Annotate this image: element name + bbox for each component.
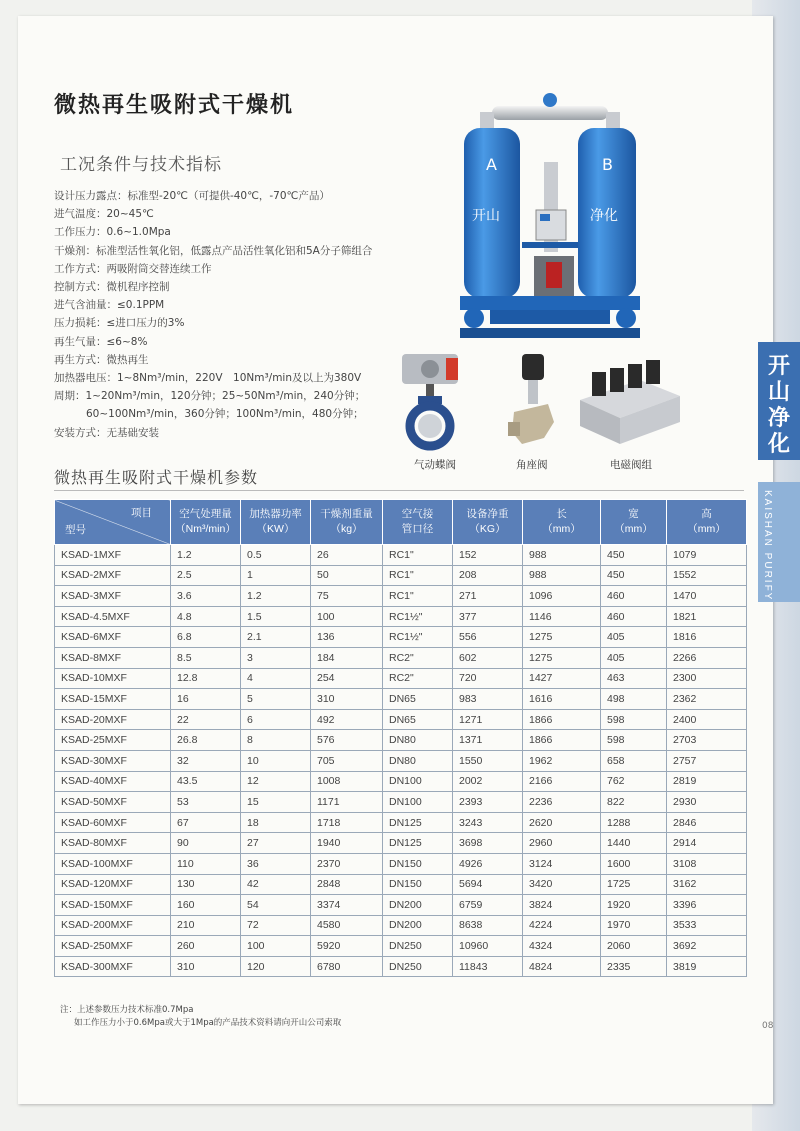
table-cell: 1550: [453, 750, 523, 771]
header-corner: [55, 500, 171, 545]
table-cell: 2848: [311, 874, 383, 895]
table-cell: 4.8: [171, 606, 241, 627]
table-cell: 15: [241, 792, 311, 813]
table-cell: 2400: [667, 709, 747, 730]
header-corner-top: 项目: [131, 507, 152, 519]
table-cell: 22: [171, 709, 241, 730]
table-cell: 658: [601, 750, 667, 771]
table-cell: 4580: [311, 915, 383, 936]
table-cell: 3420: [523, 874, 601, 895]
table-cell: DN80: [383, 730, 453, 751]
table-cell: 210: [171, 915, 241, 936]
table-row: [55, 833, 747, 854]
table-cell: 136: [311, 627, 383, 648]
table-header-row: [55, 500, 747, 545]
spec-item: 进气含油量：≤0.1PPM: [54, 299, 165, 312]
table-notes: [60, 1004, 341, 1030]
table-cell: 498: [601, 689, 667, 710]
table-cell: 598: [601, 709, 667, 730]
table-cell: 100: [241, 936, 311, 957]
table-cell: 2.5: [171, 565, 241, 586]
table-cell: 4: [241, 668, 311, 689]
table-cell: 1866: [523, 709, 601, 730]
parameter-table: [54, 499, 747, 977]
table-cell: 2620: [523, 812, 601, 833]
model-cell: KSAD-100MXF: [55, 853, 171, 874]
model-cell: KSAD-30MXF: [55, 750, 171, 771]
table-cell: 1008: [311, 771, 383, 792]
table-cell: 1171: [311, 792, 383, 813]
table-cell: 36: [241, 853, 311, 874]
header-corner-bottom: 型号: [65, 524, 86, 536]
header-unit: （mm）: [542, 523, 581, 535]
page-number: 08: [762, 1021, 774, 1031]
spec-item: 控制方式：微机程序控制: [54, 281, 170, 294]
table-cell: 460: [601, 586, 667, 607]
table-cell: 4824: [523, 956, 601, 977]
table-cell: 3108: [667, 853, 747, 874]
table-cell: DN250: [383, 956, 453, 977]
table-cell: 1288: [601, 812, 667, 833]
table-row: [55, 586, 747, 607]
table-cell: 463: [601, 668, 667, 689]
table-cell: 110: [171, 853, 241, 874]
header-cell: [601, 500, 667, 545]
table-cell: 11843: [453, 956, 523, 977]
table-cell: 983: [453, 689, 523, 710]
side-tab-cn: 开山净化: [767, 354, 790, 457]
table-cell: 2335: [601, 956, 667, 977]
table-cell: 10960: [453, 936, 523, 957]
table-row: [55, 915, 747, 936]
table-cell: DN65: [383, 709, 453, 730]
table-cell: 2930: [667, 792, 747, 813]
model-cell: KSAD-150MXF: [55, 895, 171, 916]
table-cell: 260: [171, 936, 241, 957]
table-cell: 3.6: [171, 586, 241, 607]
spec-item: 干燥剂：标准型活性氧化铝，低露点产品活性氧化铝和5A分子筛组合: [54, 244, 373, 257]
table-cell: DN250: [383, 936, 453, 957]
component-label: 气动蝶阀: [414, 459, 456, 471]
header-unit: （mm）: [614, 523, 653, 535]
header-line: 长: [556, 508, 567, 520]
table-cell: 208: [453, 565, 523, 586]
model-cell: KSAD-50MXF: [55, 792, 171, 813]
page-title: 微热再生吸附式干燥机: [54, 93, 295, 118]
table-cell: 450: [601, 565, 667, 586]
table-row: [55, 689, 747, 710]
table-cell: 5694: [453, 874, 523, 895]
table-cell: DN100: [383, 792, 453, 813]
table-cell: 32: [171, 750, 241, 771]
side-tab-en: KAISHAN PURIFY: [762, 490, 773, 602]
model-cell: KSAD-300MXF: [55, 956, 171, 977]
table-cell: 1600: [601, 853, 667, 874]
header-cell: [241, 500, 311, 545]
table-cell: 42: [241, 874, 311, 895]
header-line: 空气处理量: [179, 508, 232, 520]
table-row: [55, 792, 747, 813]
spec-item: 加热器电压：1~8Nm³/min，220V 10Nm³/min及以上为380V: [54, 372, 362, 385]
table-cell: 130: [171, 874, 241, 895]
component-label: 电磁阀组: [610, 459, 652, 471]
table-row: [55, 730, 747, 751]
table-cell: 988: [523, 565, 601, 586]
table-cell: 822: [601, 792, 667, 813]
table-cell: 3162: [667, 874, 747, 895]
note-line: 注：上述参数压力技术标准0.7Mpa: [60, 1005, 194, 1015]
header-cell: [453, 500, 523, 545]
table-cell: 3533: [667, 915, 747, 936]
table-row: [55, 668, 747, 689]
table-cell: 556: [453, 627, 523, 648]
table-cell: 2266: [667, 647, 747, 668]
tank-right-text: 净化: [590, 208, 618, 224]
table-row: [55, 936, 747, 957]
table-cell: 1821: [667, 606, 747, 627]
table-cell: 1.2: [171, 545, 241, 566]
table-cell: 1816: [667, 627, 747, 648]
table-cell: 377: [453, 606, 523, 627]
header-line: 加热器功率: [249, 508, 302, 520]
table-row: [55, 874, 747, 895]
table-cell: 3396: [667, 895, 747, 916]
table-cell: 2393: [453, 792, 523, 813]
table-cell: DN200: [383, 915, 453, 936]
table-cell: RC1": [383, 586, 453, 607]
header-cell: [523, 500, 601, 545]
table-cell: 2.1: [241, 627, 311, 648]
table-cell: 3824: [523, 895, 601, 916]
spec-item: 工作方式：两吸附筒交替连续工作: [54, 262, 212, 275]
table-cell: 1275: [523, 647, 601, 668]
table-cell: 8.5: [171, 647, 241, 668]
table-row: [55, 771, 747, 792]
table-cell: 720: [453, 668, 523, 689]
solenoid-valve-block-image: [576, 360, 680, 450]
angle-seat-valve-image: [508, 352, 558, 452]
table-cell: 50: [311, 565, 383, 586]
dryer-product-image: [460, 92, 640, 340]
table-cell: 602: [453, 647, 523, 668]
header-cell: [171, 500, 241, 545]
table-cell: 1427: [523, 668, 601, 689]
table-cell: 53: [171, 792, 241, 813]
table-cell: 6.8: [171, 627, 241, 648]
table-row: [55, 565, 747, 586]
table-cell: 988: [523, 545, 601, 566]
table-cell: 3819: [667, 956, 747, 977]
table-cell: 2960: [523, 833, 601, 854]
model-cell: KSAD-250MXF: [55, 936, 171, 957]
table-cell: 160: [171, 895, 241, 916]
table-cell: DN200: [383, 895, 453, 916]
table-cell: 762: [601, 771, 667, 792]
table-cell: DN125: [383, 812, 453, 833]
model-cell: KSAD-15MXF: [55, 689, 171, 710]
table-cell: 54: [241, 895, 311, 916]
spec-item: 周期：1~20Nm³/min，120分钟；25~50Nm³/min，240分钟；: [54, 390, 366, 403]
table-cell: 72: [241, 915, 311, 936]
table-cell: DN125: [383, 833, 453, 854]
tank-left-text: 开山: [472, 208, 500, 224]
table-title: 微热再生吸附式干燥机参数: [54, 468, 259, 487]
table-cell: 1271: [453, 709, 523, 730]
header-unit: 管口径: [401, 523, 434, 535]
table-cell: 0.5: [241, 545, 311, 566]
tank-a-label: A: [486, 155, 497, 174]
spec-item: 再生方式：微热再生: [54, 353, 149, 366]
table-cell: 8638: [453, 915, 523, 936]
table-cell: 598: [601, 730, 667, 751]
table-cell: 492: [311, 709, 383, 730]
model-cell: KSAD-20MXF: [55, 709, 171, 730]
table-cell: 4926: [453, 853, 523, 874]
model-cell: KSAD-10MXF: [55, 668, 171, 689]
table-cell: 1970: [601, 915, 667, 936]
table-cell: 6: [241, 709, 311, 730]
side-tab-brand: [758, 342, 800, 460]
table-cell: 450: [601, 545, 667, 566]
table-cell: 6780: [311, 956, 383, 977]
table-cell: 576: [311, 730, 383, 751]
table-cell: 705: [311, 750, 383, 771]
table-cell: 405: [601, 627, 667, 648]
header-line: 设备净重: [466, 508, 509, 520]
table-cell: 2300: [667, 668, 747, 689]
table-cell: 4224: [523, 915, 601, 936]
table-row: [55, 895, 747, 916]
table-cell: 18: [241, 812, 311, 833]
side-tab-english: [758, 482, 800, 602]
table-cell: 1962: [523, 750, 601, 771]
table-cell: 2236: [523, 792, 601, 813]
table-cell: 27: [241, 833, 311, 854]
table-cell: 310: [171, 956, 241, 977]
table-row: [55, 853, 747, 874]
header-unit: （KG）: [469, 523, 506, 535]
table-cell: RC2": [383, 647, 453, 668]
table-row: [55, 709, 747, 730]
section-title: 工况条件与技术指标: [60, 155, 222, 175]
table-cell: 6759: [453, 895, 523, 916]
table-cell: 1371: [453, 730, 523, 751]
header-unit: （KW）: [256, 523, 295, 535]
table-cell: 184: [311, 647, 383, 668]
table-cell: 1616: [523, 689, 601, 710]
header-cell: [667, 500, 747, 545]
table-row: [55, 606, 747, 627]
table-cell: 1940: [311, 833, 383, 854]
header-unit: （mm）: [687, 523, 726, 535]
table-cell: 3243: [453, 812, 523, 833]
note-line: 如工作压力小于0.6Mpa或大于1Mpa的产品技术资料请向开山公司索取: [74, 1018, 342, 1028]
table-cell: 1: [241, 565, 311, 586]
model-cell: KSAD-4.5MXF: [55, 606, 171, 627]
spec-item: 设计压力露点：标准型-20℃（可提供-40℃，-70℃产品）: [54, 190, 330, 202]
table-cell: 2002: [453, 771, 523, 792]
table-cell: RC2": [383, 668, 453, 689]
table-cell: DN150: [383, 853, 453, 874]
spec-list: [54, 187, 372, 442]
table-cell: 1146: [523, 606, 601, 627]
table-cell: 43.5: [171, 771, 241, 792]
table-cell: 120: [241, 956, 311, 977]
table-cell: 2060: [601, 936, 667, 957]
model-cell: KSAD-2MXF: [55, 565, 171, 586]
header-unit: （kg）: [330, 523, 363, 535]
tank-b-label: B: [602, 155, 613, 174]
table-cell: 460: [601, 606, 667, 627]
table-cell: 3: [241, 647, 311, 668]
table-cell: 1725: [601, 874, 667, 895]
table-cell: 2703: [667, 730, 747, 751]
table-cell: 100: [311, 606, 383, 627]
header-line: 空气接: [401, 508, 434, 520]
spec-item: 进气温度：20~45℃: [54, 208, 154, 221]
table-body: [55, 545, 747, 977]
table-cell: 310: [311, 689, 383, 710]
table-cell: 67: [171, 812, 241, 833]
model-cell: KSAD-6MXF: [55, 627, 171, 648]
model-cell: KSAD-120MXF: [55, 874, 171, 895]
table-cell: 2819: [667, 771, 747, 792]
table-cell: 3124: [523, 853, 601, 874]
table-cell: DN65: [383, 689, 453, 710]
table-cell: 1920: [601, 895, 667, 916]
table-cell: RC1½": [383, 606, 453, 627]
table-cell: 2370: [311, 853, 383, 874]
table-cell: 1079: [667, 545, 747, 566]
header-cell: [311, 500, 383, 545]
table-cell: 12: [241, 771, 311, 792]
table-cell: 8: [241, 730, 311, 751]
table-cell: 90: [171, 833, 241, 854]
table-cell: 1470: [667, 586, 747, 607]
model-cell: KSAD-60MXF: [55, 812, 171, 833]
table-cell: 271: [453, 586, 523, 607]
header-line: 干燥剂重量: [320, 508, 373, 520]
table-cell: DN150: [383, 874, 453, 895]
table-row: [55, 956, 747, 977]
table-cell: 12.8: [171, 668, 241, 689]
table-cell: RC1": [383, 565, 453, 586]
table-cell: RC1": [383, 545, 453, 566]
table-cell: 26.8: [171, 730, 241, 751]
table-cell: 2362: [667, 689, 747, 710]
table-cell: 5920: [311, 936, 383, 957]
spec-item: 60~100Nm³/min，360分钟；100Nm³/min，480分钟；: [86, 408, 364, 421]
table-cell: 2757: [667, 750, 747, 771]
spec-item: 安装方式：无基础安装: [54, 426, 159, 439]
model-cell: KSAD-25MXF: [55, 730, 171, 751]
table-cell: 1440: [601, 833, 667, 854]
table-cell: 5: [241, 689, 311, 710]
table-row: [55, 750, 747, 771]
table-cell: 405: [601, 647, 667, 668]
header-line: 高: [701, 508, 712, 520]
table-cell: 3692: [667, 936, 747, 957]
spec-item: 工作压力：0.6~1.0Mpa: [54, 226, 171, 239]
table-cell: 2914: [667, 833, 747, 854]
table-row: [55, 545, 747, 566]
table-cell: 2166: [523, 771, 601, 792]
model-cell: KSAD-3MXF: [55, 586, 171, 607]
table-cell: 1.5: [241, 606, 311, 627]
table-cell: 4324: [523, 936, 601, 957]
model-cell: KSAD-8MXF: [55, 647, 171, 668]
model-cell: KSAD-40MXF: [55, 771, 171, 792]
spec-item: 压力损耗：≤进口压力的3%: [54, 317, 185, 330]
table-cell: 1718: [311, 812, 383, 833]
table-row: [55, 627, 747, 648]
table-cell: 152: [453, 545, 523, 566]
model-cell: KSAD-1MXF: [55, 545, 171, 566]
table-cell: 1.2: [241, 586, 311, 607]
table-title-rule: [54, 490, 744, 491]
table-cell: 1866: [523, 730, 601, 751]
table-cell: 26: [311, 545, 383, 566]
table-cell: 75: [311, 586, 383, 607]
table-cell: 254: [311, 668, 383, 689]
table-cell: RC1½": [383, 627, 453, 648]
component-label: 角座阀: [516, 459, 548, 471]
table-cell: DN80: [383, 750, 453, 771]
table-cell: 1275: [523, 627, 601, 648]
table-row: [55, 647, 747, 668]
table-cell: 2846: [667, 812, 747, 833]
header-cell: [383, 500, 453, 545]
table-cell: 1552: [667, 565, 747, 586]
table-cell: 16: [171, 689, 241, 710]
model-cell: KSAD-200MXF: [55, 915, 171, 936]
spec-item: 再生气量：≤6~8%: [54, 335, 148, 348]
table-cell: 1096: [523, 586, 601, 607]
table-cell: 3698: [453, 833, 523, 854]
table-row: [55, 812, 747, 833]
table-cell: 3374: [311, 895, 383, 916]
butterfly-valve-image: [400, 352, 460, 452]
table-cell: DN100: [383, 771, 453, 792]
table-cell: 10: [241, 750, 311, 771]
header-unit: （Nm³/min）: [175, 523, 236, 535]
header-line: 宽: [628, 508, 639, 520]
model-cell: KSAD-80MXF: [55, 833, 171, 854]
